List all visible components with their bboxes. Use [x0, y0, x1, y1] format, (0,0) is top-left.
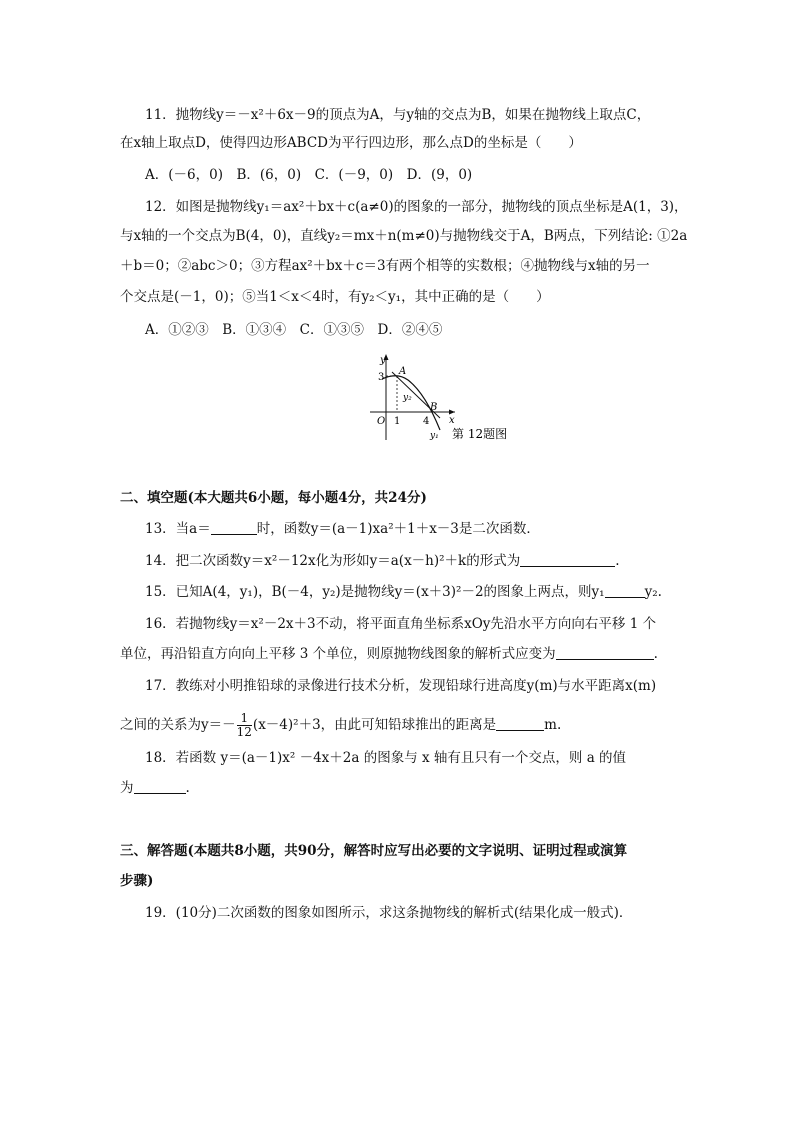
x-axis-label: x: [449, 415, 455, 426]
q16-answer-blank[interactable]: [556, 645, 654, 660]
q17-answer-blank[interactable]: [496, 716, 544, 731]
line-y2-label: y₂: [403, 393, 412, 403]
q19-text: 19．(10分)二次函数的图象如图所示，求这条抛物线的解析式(结果化成一般式)．: [145, 905, 633, 921]
q14-line: [145, 551, 680, 571]
q16-line2-pre: 单位，再沿铅直方向向上平移 3 个单位，则原抛物线图象的解析式应变为: [120, 646, 556, 662]
q16-line1: 16．若抛物线y＝x²－2x＋3不动，将平面直角坐标系xOy先沿水平方向向右平移 1 个: [145, 616, 657, 632]
q17-line2-post: m.: [544, 717, 562, 733]
q17-line2-mid: (x－4)²＋3，由此可知铅球推出的距离是: [252, 717, 497, 733]
figure-caption: 第 12题图: [452, 427, 508, 441]
x-axis-arrow: [449, 410, 455, 415]
q11-line2: 在x轴上取点D，使得四边形ABCD为平行四边形，那么点D的坐标是（ ）: [120, 135, 582, 151]
q16-line2: [120, 644, 680, 664]
tick-label-3: 3: [378, 372, 385, 383]
q11-options: A．(－6，0) B．(6，0) C．(－9，0) D．(9，0): [145, 167, 473, 183]
q13-pre: 13．当a＝: [145, 521, 211, 537]
q15-line: [145, 582, 680, 602]
q13-post: 时，函数y＝(a－1)xa²＋1＋x－3是二次函数．: [256, 521, 540, 537]
q14-answer-blank[interactable]: [520, 552, 615, 567]
q13-answer-blank[interactable]: [211, 520, 257, 535]
y-axis-label: y: [380, 355, 386, 366]
q12-options: A．①②③ B．①③④ C．①③⑤ D．②④⑤: [145, 322, 443, 338]
q17-line2-pre: 之间的关系为y＝－: [120, 717, 236, 733]
tick-label-1: 1: [394, 416, 401, 427]
q18-line2: [120, 778, 680, 798]
q18-line2-pre: 为: [120, 780, 134, 796]
q15-answer-blank[interactable]: [605, 583, 645, 598]
section2-heading: 二、填空题(本大题共6小题，每小题4分，共24分): [120, 490, 427, 506]
q13-line: [145, 519, 680, 539]
q14-post: .: [615, 553, 620, 569]
q12-line3: ＋b＝0；②abc＞0；③方程ax²＋bx＋c＝3有两个相等的实数根；④抛物线与x轴的另一: [120, 258, 650, 274]
q17-line2: [120, 712, 680, 739]
q17-line1: 17．教练对小明推铅球的录像进行技术分析，发现铅球行进高度y(m)与水平距离x(m): [145, 678, 657, 694]
q15-post: y₂.: [644, 584, 662, 600]
point-b-label: B: [430, 402, 438, 413]
q16-line2-post: .: [653, 646, 658, 662]
section3-heading-line1: 三、解答题(本题共8小题，共90分，解答时应写出必要的文字说明、证明过程或演算: [120, 843, 628, 859]
point-a-label: A: [399, 366, 407, 377]
section3-heading-line2: 步骤): [120, 873, 154, 889]
curve-y1-label: y₁: [430, 431, 439, 441]
origin-label: O: [377, 416, 386, 427]
q17-fraction: [237, 712, 252, 739]
q12-line2: 与x轴的一个交点为B(4，0)，直线y₂＝mx＋n(m≠0)与抛物线交于A，B两点，下列结论: ①2a: [120, 228, 688, 244]
q12-line1: 12．如图是抛物线y₁＝ax²＋bx＋c(a≠0)的图象的一部分，抛物线的顶点坐标是A(1，3)，: [145, 199, 688, 215]
q17-frac-num: 1: [237, 712, 252, 726]
q12-figure: [370, 350, 530, 445]
tick-label-4: 4: [423, 416, 430, 427]
q18-answer-blank[interactable]: [134, 779, 186, 794]
q15-pre: 15．已知A(4，y₁)，B(－4，y₂)是抛物线y＝(x＋3)²－2的图象上两点，则y₁: [145, 584, 605, 600]
q18-line1: 18．若函数 y＝(a－1)x² －4x＋2a 的图象与 x 轴有且只有一个交点，则 a 的值: [145, 750, 627, 766]
q14-pre: 14．把二次函数y＝x²－12x化为形如y＝a(x－h)²＋k的形式为: [145, 553, 521, 569]
q11-line1: 11．抛物线y＝－x²＋6x－9的顶点为A，与y轴的交点为B，如果在抛物线上取点C，: [145, 107, 651, 123]
q17-frac-den: 12: [236, 725, 252, 739]
q12-line4: 个交点是(－1，0)；⑤当1＜x＜4时，有y₂＜y₁，其中正确的是（ ）: [120, 289, 550, 305]
q18-line2-post: .: [185, 780, 190, 796]
